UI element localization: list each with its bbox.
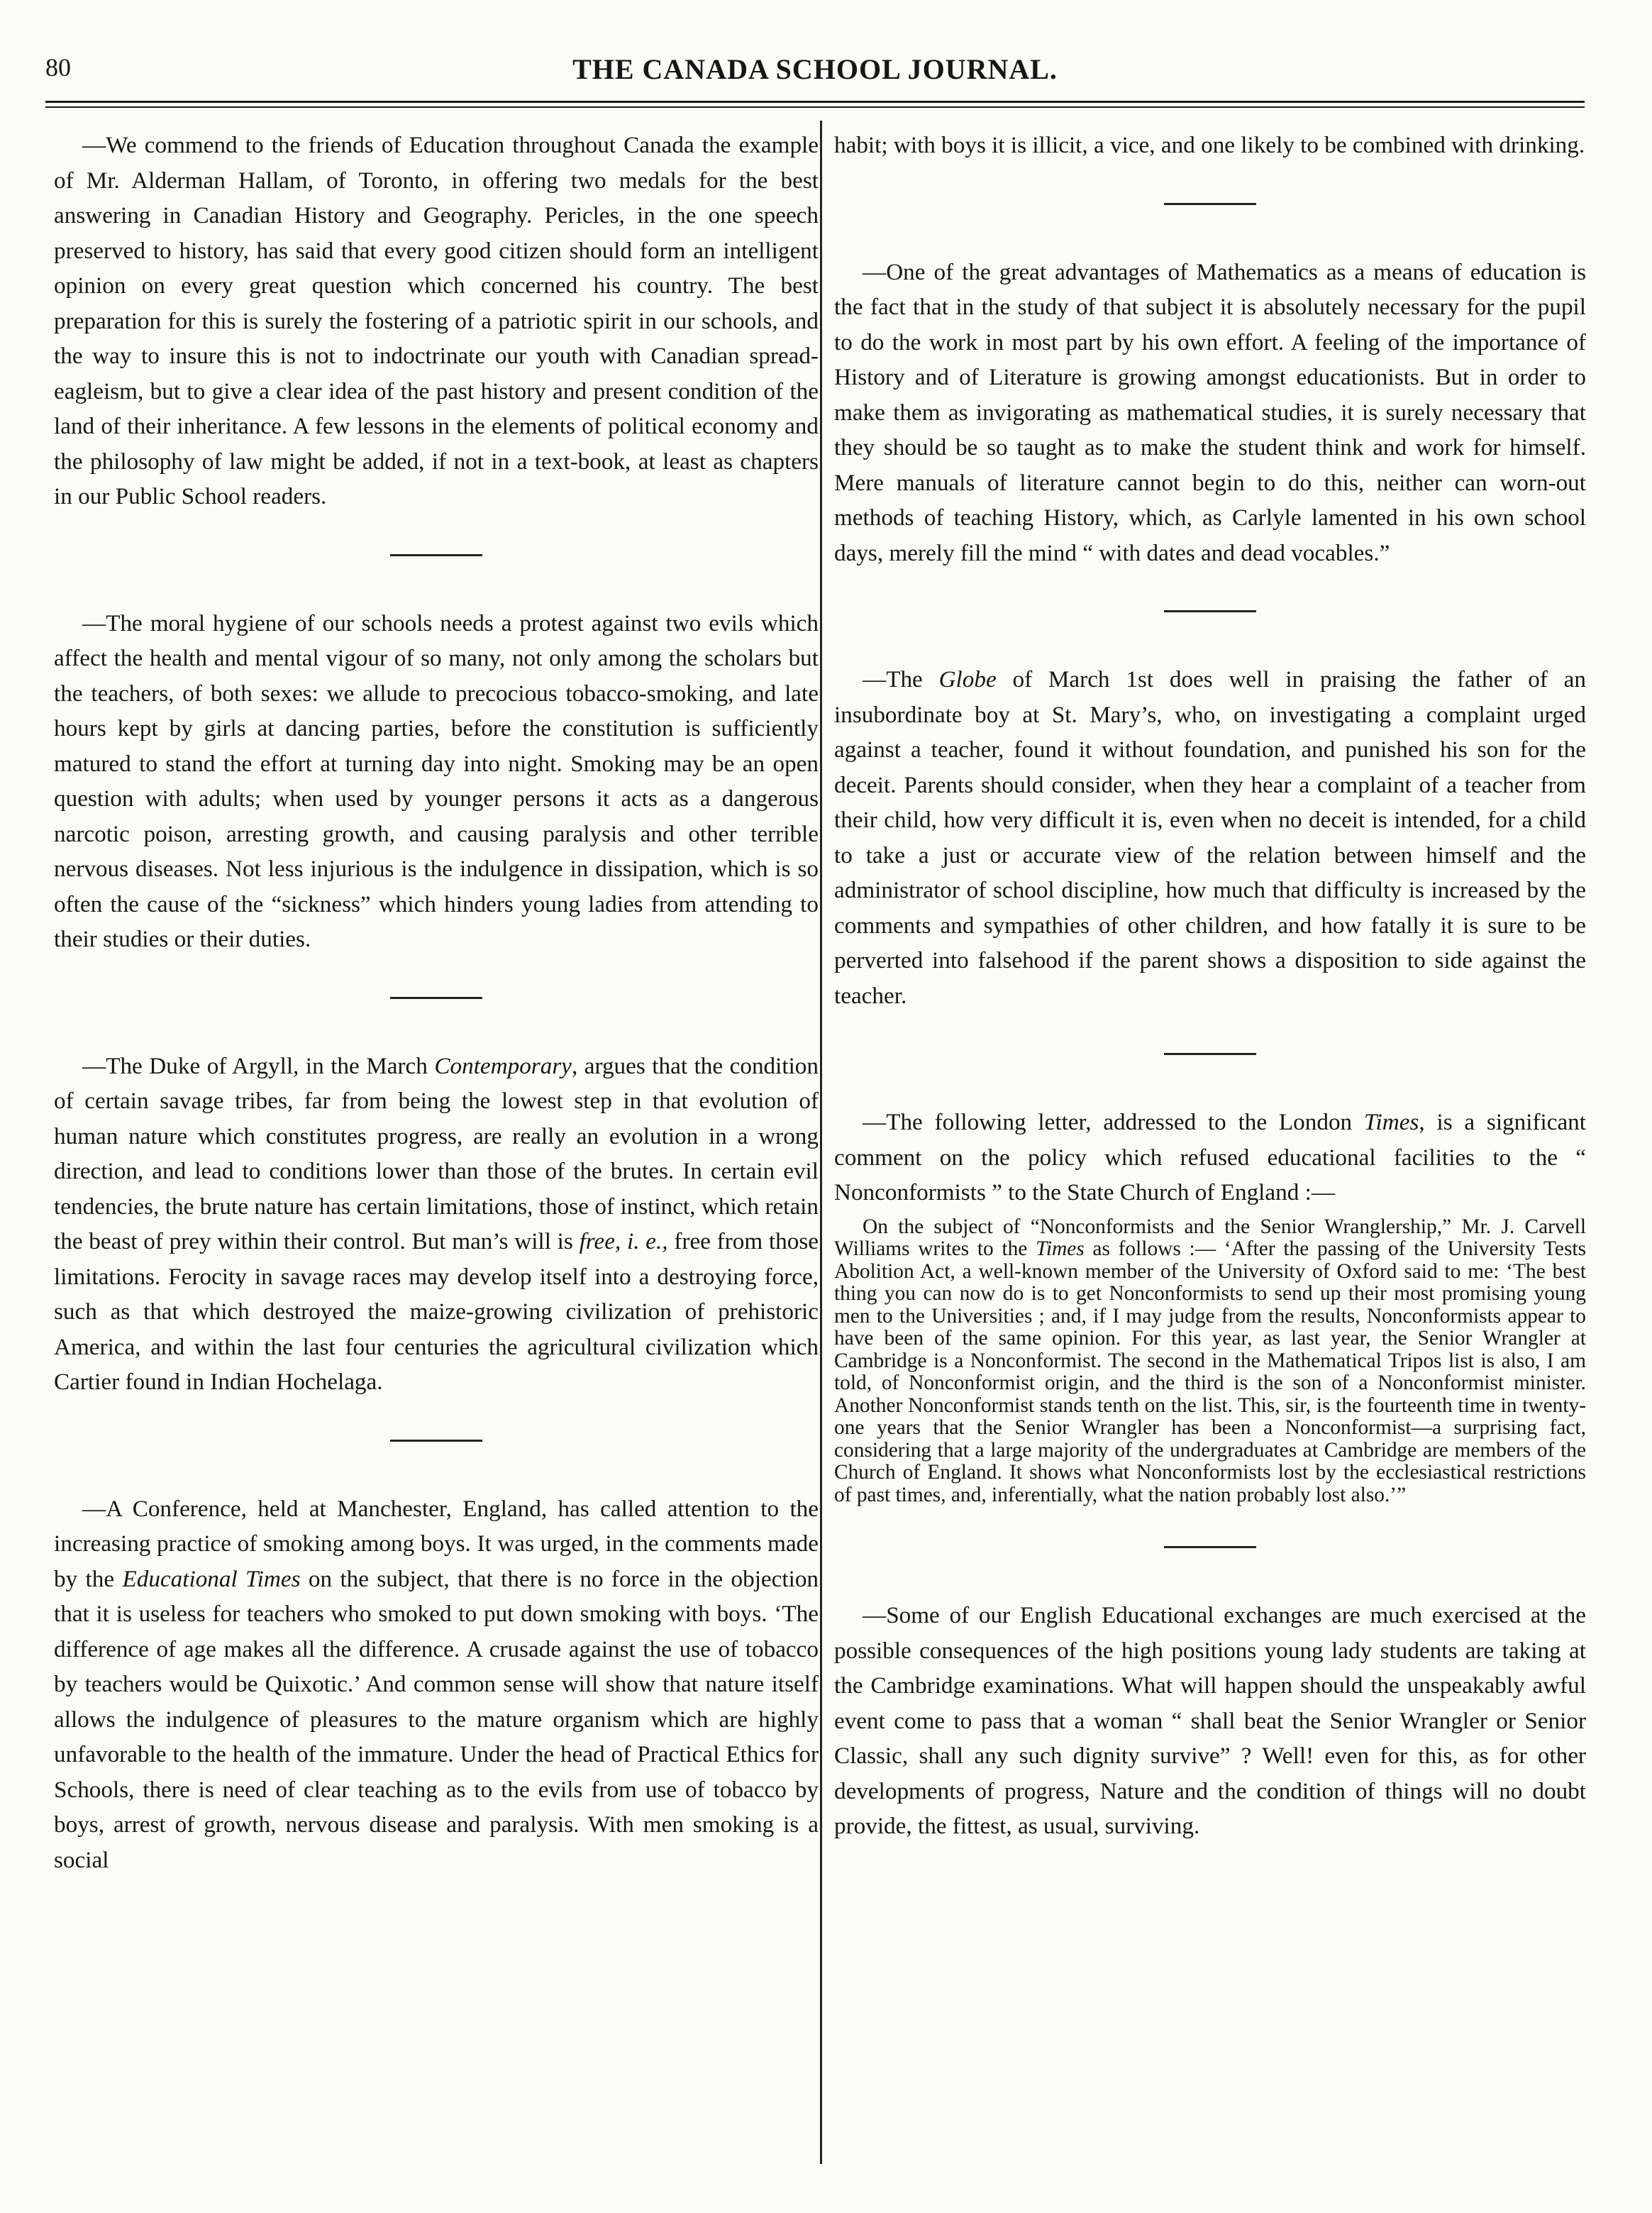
- publication-name: Educational Times: [122, 1565, 301, 1592]
- article-separator: [390, 997, 482, 999]
- article-globe-st-marys: [834, 662, 1586, 1013]
- article-separator: [1164, 1053, 1256, 1055]
- article-separator: [1164, 610, 1256, 612]
- article-hallam-medals: —We commend to the friends of Education throughout Canada the example of Mr. Alderman Hallam, of Toronto, in offering two medals for the best answering in Canadian History and Geography. Pericles, in the one speech preserved to history, has said that every good citizen should form an intelligent opinion on every great question which concerned his country. The best preparation for this is surely the fostering of a patriotic spirit in our schools, and the way to insure this is not to indoctrinate our youth with Canadian spread-eagleism, but to give a clear idea of the past history and present condition of the land of their inheritance. A few lessons in the elements of political economy and the philosophy of law might be added, if not in a text-book, at least as chapters in our Public School readers.: [54, 132, 819, 509]
- text-run: —The: [863, 666, 939, 692]
- publication-name: Times: [1036, 1237, 1085, 1260]
- text-run: —The Duke of Argyll, in the March: [82, 1052, 435, 1079]
- right-column: [834, 128, 1586, 1844]
- text-run: —The following letter, addressed to the London: [863, 1109, 1364, 1135]
- article-mathematics: —One of the great advantages of Mathematics as a means of education is the fact that in the study of that subject it is absolutely necessary for the pupil to do the work in most part by his own effort. A feeling of the importance of History and of Literature is growing amongst educationists. But in order to make them as invigorating as mathematical studies, it is surely necessary that they should be so taught as to make the student think and work for himself. Mere manuals of literature cannot begin to do this, neither can worn-out methods of teaching History, which, as Carlyle lamented in his own school days, merely fill the mind “ with dates and dead vocables.”: [834, 258, 1586, 566]
- text-run: of March 1st does well in praising the father of an insubordinate boy at St. Mary’s, who, on investigating a complaint urged against a teacher, found it without foundation, and punished his son for the deceit. Parents should consider, when they hear a complaint of a teacher from their child, how very difficult it is, even when no deceit is intended, for a child to take a just or accurate view of the relation between himself and the administrator of school discipline, how much that difficulty is increased by the comments and sympathies of other children, and how fatally it is sure to be perverted into falsehood if the parent shows a disposition to side against the teacher.: [834, 666, 1586, 1009]
- article-separator: [390, 554, 482, 556]
- text-run: as follows :— ‘After the passing of the University Tests Abolition Act, a well-known member of the University of Oxford said to me: ‘The best thing you can now do is to get Nonconformists to send up their most promising young men to the Universities ; and, if I may judge from the results, Nonconformists appear to have been of the same opinion. For this year, as last year, the Senior Wrangler at Cambridge is a Nonconformist. The second in the Mathematical Tripos list is also, I am told, of Nonconformist origin, and the third is the son of a Nonconformist minister. Another Nonconformist stands tenth on the list. This, sir, is the fourteenth time in twenty-one years that the Senior Wrangler has been a Nonconformist—a surprising fact, considering that a large majority of the undergraduates at Cambridge are members of the Church of England. It shows what Nonconformists lost by the ecclesiastical restrictions of past times, and, inferentially, what the nation probably lost also.’”: [834, 1237, 1587, 1506]
- left-column: [54, 128, 819, 1877]
- text-run: —A Conference, held at Manchester, England, has called attention to the increasing practice of smoking among boys. It was urged, in the comments made by the: [54, 1495, 819, 1592]
- article-separator: [1164, 1546, 1256, 1548]
- article-senior-wrangler: —Some of our English Educational exchanges are much exercised at the possible consequences of the high positions young lady students are taking at the Cambridge examinations. What will happen should the unspeakably awful event come to pass that a woman “ shall beat the Senior Wrangler or Senior Classic, shall any such dignity survive” ? Well! even for this, as for other developments of progress, Nature and the condition of things will no doubt provide, the fittest, as usual, surviving.: [834, 1602, 1586, 1839]
- quoted-letter: [834, 1216, 1586, 1507]
- text-run: on the subject, that there is no force in the objection that it is useless for teachers who smoked to put down smoking with boys. ‘The difference of age makes all the difference. A crusade against the use of tobacco by teachers would be Quixotic.’ And common sense will show that nature itself allows the indulgence of pleasures to the mature organism which are highly unfavorable to the health of the immature. Under the head of Practical Ethics for Schools, there is need of clear teaching as to the evils from use of tobacco by boys, arrest of growth, nervous disease and paralysis. With men smoking is a social: [54, 1565, 819, 1873]
- publication-name: Times: [1363, 1109, 1419, 1135]
- article-continuation: habit; with boys it is illicit, a vice, and one likely to be combined with drinking.: [834, 132, 1585, 158]
- article-separator: [1164, 203, 1256, 205]
- publication-name: Contemporary: [434, 1052, 572, 1079]
- text-run: free from those limitations. Ferocity in savage races may develop itself into a destroying force, such as that which destroyed the maize-growing civilization of prehistoric America, and within the last four centuries the agricultural civilization which Cartier found in Indian Hochelaga.: [54, 1228, 819, 1395]
- journal-title: THE CANADA SCHOOL JOURNAL.: [572, 53, 1058, 85]
- article-separator: [390, 1440, 482, 1442]
- article-duke-of-argyll: [54, 1049, 819, 1400]
- text-run: , argues that the condition of certain savage tribes, far from being the lowest step in that evolution of human nature which constitutes progress, are really an evolution in a wrong direction, and lead to conditions lower than those of the brutes. In certain evil tendencies, the brute nature has certain limitations, those of instinct, which retain the beast of prey within their control. But man’s will is: [54, 1052, 819, 1254]
- article-moral-hygiene: —The moral hygiene of our schools needs a protest against two evils which affect the health and mental vigour of so many, not only among the scholars but the teachers, of both sexes: we allude to precocious tobacco-smoking, and late hours kept by girls at dancing parties, before the constitution is sufficiently matured to stand the effort at turning day into night. Smoking may be an open question with adults; when used by younger persons it acts as a dangerous narcotic poison, arresting growth, and causing paralysis and other terrible nervous diseases. Not less injurious is the indulgence in dissipation, which is so often the cause of the “sickness” which hinders young ladies from attending to their studies or their duties.: [54, 609, 819, 952]
- page-header: [45, 53, 1585, 99]
- publication-name: Globe: [938, 666, 997, 692]
- header-rule: [45, 101, 1585, 103]
- emphasis: free, i. e.,: [579, 1228, 668, 1254]
- article-times-letter-intro: [834, 1105, 1586, 1210]
- article-manchester-conference: [54, 1491, 819, 1878]
- text-run: On the subject of “Nonconformists and the Senior Wranglership,” Mr. J. Carvell Williams writes to the: [834, 1215, 1586, 1260]
- column-divider: [820, 121, 822, 2164]
- text-run: , is a significant comment on the policy which refused educational facilities to the “ Nonconformists ” to the State Church of England :—: [834, 1109, 1586, 1205]
- page-number: 80: [45, 53, 71, 82]
- header-rule-double: [45, 106, 1585, 108]
